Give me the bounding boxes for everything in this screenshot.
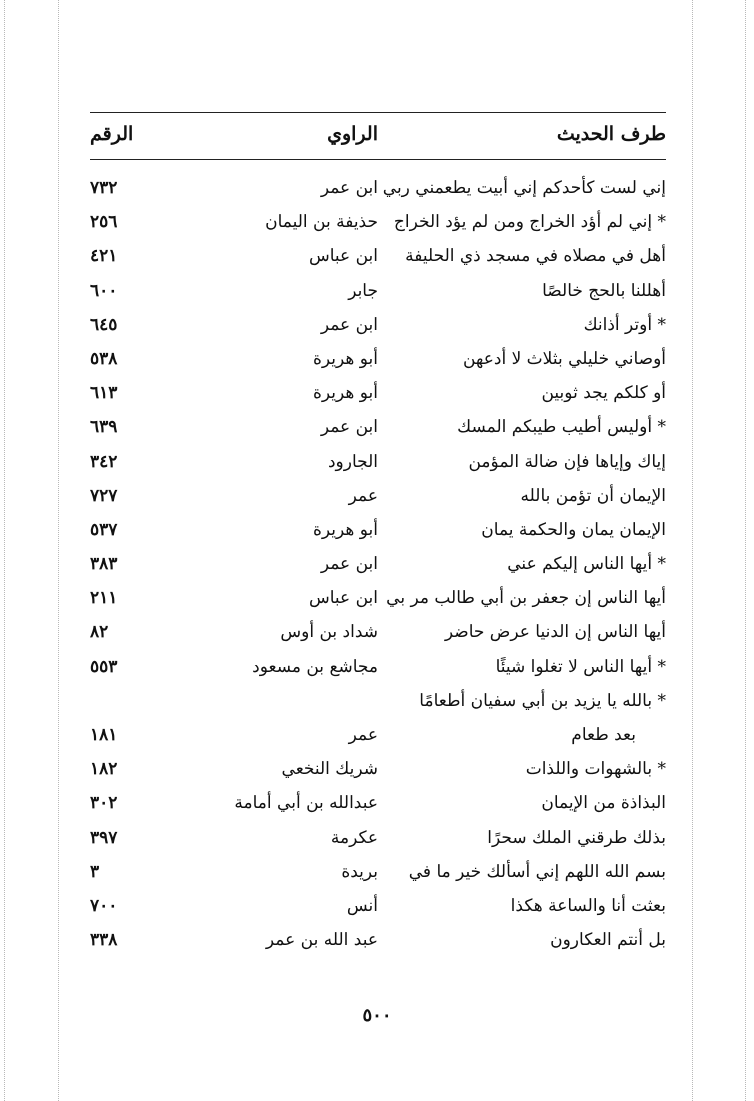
table-row	[90, 719, 666, 753]
table-row	[90, 377, 666, 411]
table-row	[90, 206, 666, 240]
margin-guide-right-outer	[745, 0, 746, 1101]
hadith-number: ٣	[90, 861, 100, 882]
table-row	[90, 309, 666, 343]
table-row	[90, 616, 666, 650]
hadith-text: * أيها الناس لا تغلوا شيئًا	[495, 656, 666, 677]
hadith-number: ٢٥٦	[90, 212, 118, 233]
table-row	[90, 343, 666, 377]
header-narrator: الراوي	[327, 123, 378, 145]
table-row	[90, 856, 666, 890]
hadith-number: ٦٠٠	[90, 280, 118, 301]
table-row	[90, 275, 666, 309]
table-row	[90, 411, 666, 445]
table-row	[90, 480, 666, 514]
table-row	[90, 172, 666, 206]
hadith-text: أهللنا بالحج خالصًا	[542, 280, 666, 301]
hadith-number: ٤٢١	[90, 246, 118, 267]
narrator-name: عكرمة	[330, 827, 378, 848]
hadith-number: ١٨١	[90, 725, 118, 745]
hadith-text: أهل في مصلاه في مسجد ذي الحليفة	[405, 246, 666, 267]
hadith-text: بعثت أنا والساعة هكذا	[510, 895, 666, 916]
header-number: الرقم	[90, 123, 134, 145]
hadith-number: ٥٣٨	[90, 348, 118, 369]
hadith-number: ٣٣٨	[90, 930, 118, 951]
narrator-name: الجارود	[327, 451, 378, 472]
hadith-text: * أوتر أذانك	[583, 314, 666, 335]
narrator-name: ابن عباس	[308, 246, 378, 267]
narrator-name: عبد الله بن عمر	[265, 930, 378, 951]
hadith-number: ٣٨٣	[90, 554, 118, 575]
margin-guide-left-outer	[4, 0, 5, 1101]
hadith-text: بذلك طرقني الملك سحرًا	[487, 827, 666, 848]
hadith-text: البذاذة من الإيمان	[541, 793, 666, 814]
hadith-number: ٥٣٧	[90, 519, 118, 540]
table-row	[90, 924, 666, 958]
narrator-name: شريك النخعي	[281, 759, 378, 780]
narrator-name: عمر	[348, 725, 378, 745]
narrator-name: عمر	[348, 485, 378, 506]
table-row	[90, 548, 666, 582]
narrator-name: ابن عمر	[320, 417, 378, 438]
narrator-name: عبدالله بن أبي أمامة	[234, 793, 378, 814]
narrator-name: مجاشع بن مسعود	[252, 656, 378, 677]
hadith-text: الإيمان أن تؤمن بالله	[520, 485, 666, 506]
hadith-number: ٥٥٣	[90, 656, 118, 677]
narrator-name: ابن عمر	[320, 554, 378, 575]
narrator-name: جابر	[348, 280, 378, 301]
hadith-number: ٧٣٢	[90, 178, 118, 198]
hadith-number: ٣٠٢	[90, 793, 118, 814]
table-row	[90, 514, 666, 548]
narrator-name: ابن عمر	[320, 314, 378, 335]
narrator-name: شداد بن أوس	[280, 622, 378, 643]
table-header	[90, 112, 666, 160]
hadith-number: ٣٤٢	[90, 451, 118, 472]
hadith-text: * إني لم أؤد الخراج ومن لم يؤد الخراج	[393, 212, 666, 233]
hadith-number: ٦٤٥	[90, 314, 118, 335]
narrator-name: أبو هريرة	[312, 383, 378, 404]
hadith-number: ٣٩٧	[90, 827, 118, 848]
hadith-number: ١٨٢	[90, 759, 118, 780]
table-row	[90, 446, 666, 480]
hadith-text: * أيها الناس إليكم عني	[507, 554, 666, 575]
table-row	[90, 582, 666, 616]
table-row	[90, 240, 666, 274]
hadith-number: ٧٠٠	[90, 895, 118, 916]
header-hadith: طرف الحديث	[556, 123, 666, 145]
hadith-text: إياك وإياها فإن ضالة المؤمن	[468, 451, 666, 472]
hadith-text: * أوليس أطيب طيبكم المسك	[457, 417, 666, 438]
narrator-name: أنس	[346, 895, 378, 916]
margin-guide-right	[692, 0, 693, 1101]
hadith-text: أيها الناس إن الدنيا عرض حاضر	[444, 622, 666, 643]
narrator-name: ابن عمر	[320, 178, 378, 198]
table-row	[90, 753, 666, 787]
hadith-text: أيها الناس إن جعفر بن أبي طالب مر بي	[386, 588, 666, 609]
table-row	[90, 822, 666, 856]
narrator-name: أبو هريرة	[312, 519, 378, 540]
table-row	[90, 651, 666, 685]
narrator-name: ابن عباس	[308, 588, 378, 609]
hadith-text: إني لست كأحدكم إني أبيت يطعمني ربي	[382, 178, 666, 198]
table-row	[90, 685, 666, 719]
hadith-number: ٨٢	[90, 622, 109, 643]
hadith-text: بسم الله اللهم إني أسألك خير ما في	[408, 861, 666, 882]
hadith-text: الإيمان يمان والحكمة يمان	[481, 519, 666, 540]
hadith-text: بل أنتم العكارون	[550, 930, 666, 951]
margin-guide-left	[58, 0, 59, 1101]
table-row	[90, 787, 666, 821]
hadith-number: ٦١٣	[90, 383, 118, 404]
table-body	[90, 172, 666, 958]
hadith-number: ٦٣٩	[90, 417, 118, 438]
hadith-text: أو كلكم يجد ثوبين	[541, 383, 666, 404]
index-table	[90, 112, 666, 958]
hadith-text: بعد طعام	[571, 725, 636, 745]
page-number: ٥٠٠	[362, 1005, 392, 1026]
hadith-number: ٧٢٧	[90, 485, 118, 506]
narrator-name: حذيفة بن اليمان	[265, 212, 378, 233]
hadith-text: أوصاني خليلي بثلاث لا أدعهن	[462, 348, 666, 369]
hadith-number: ٢١١	[90, 588, 118, 609]
hadith-text: * بالله يا يزيد بن أبي سفيان أطعامًا	[419, 690, 666, 711]
narrator-name: أبو هريرة	[312, 348, 378, 369]
table-row	[90, 890, 666, 924]
hadith-text: * بالشهوات واللذات	[525, 759, 666, 780]
narrator-name: بريدة	[341, 861, 378, 882]
